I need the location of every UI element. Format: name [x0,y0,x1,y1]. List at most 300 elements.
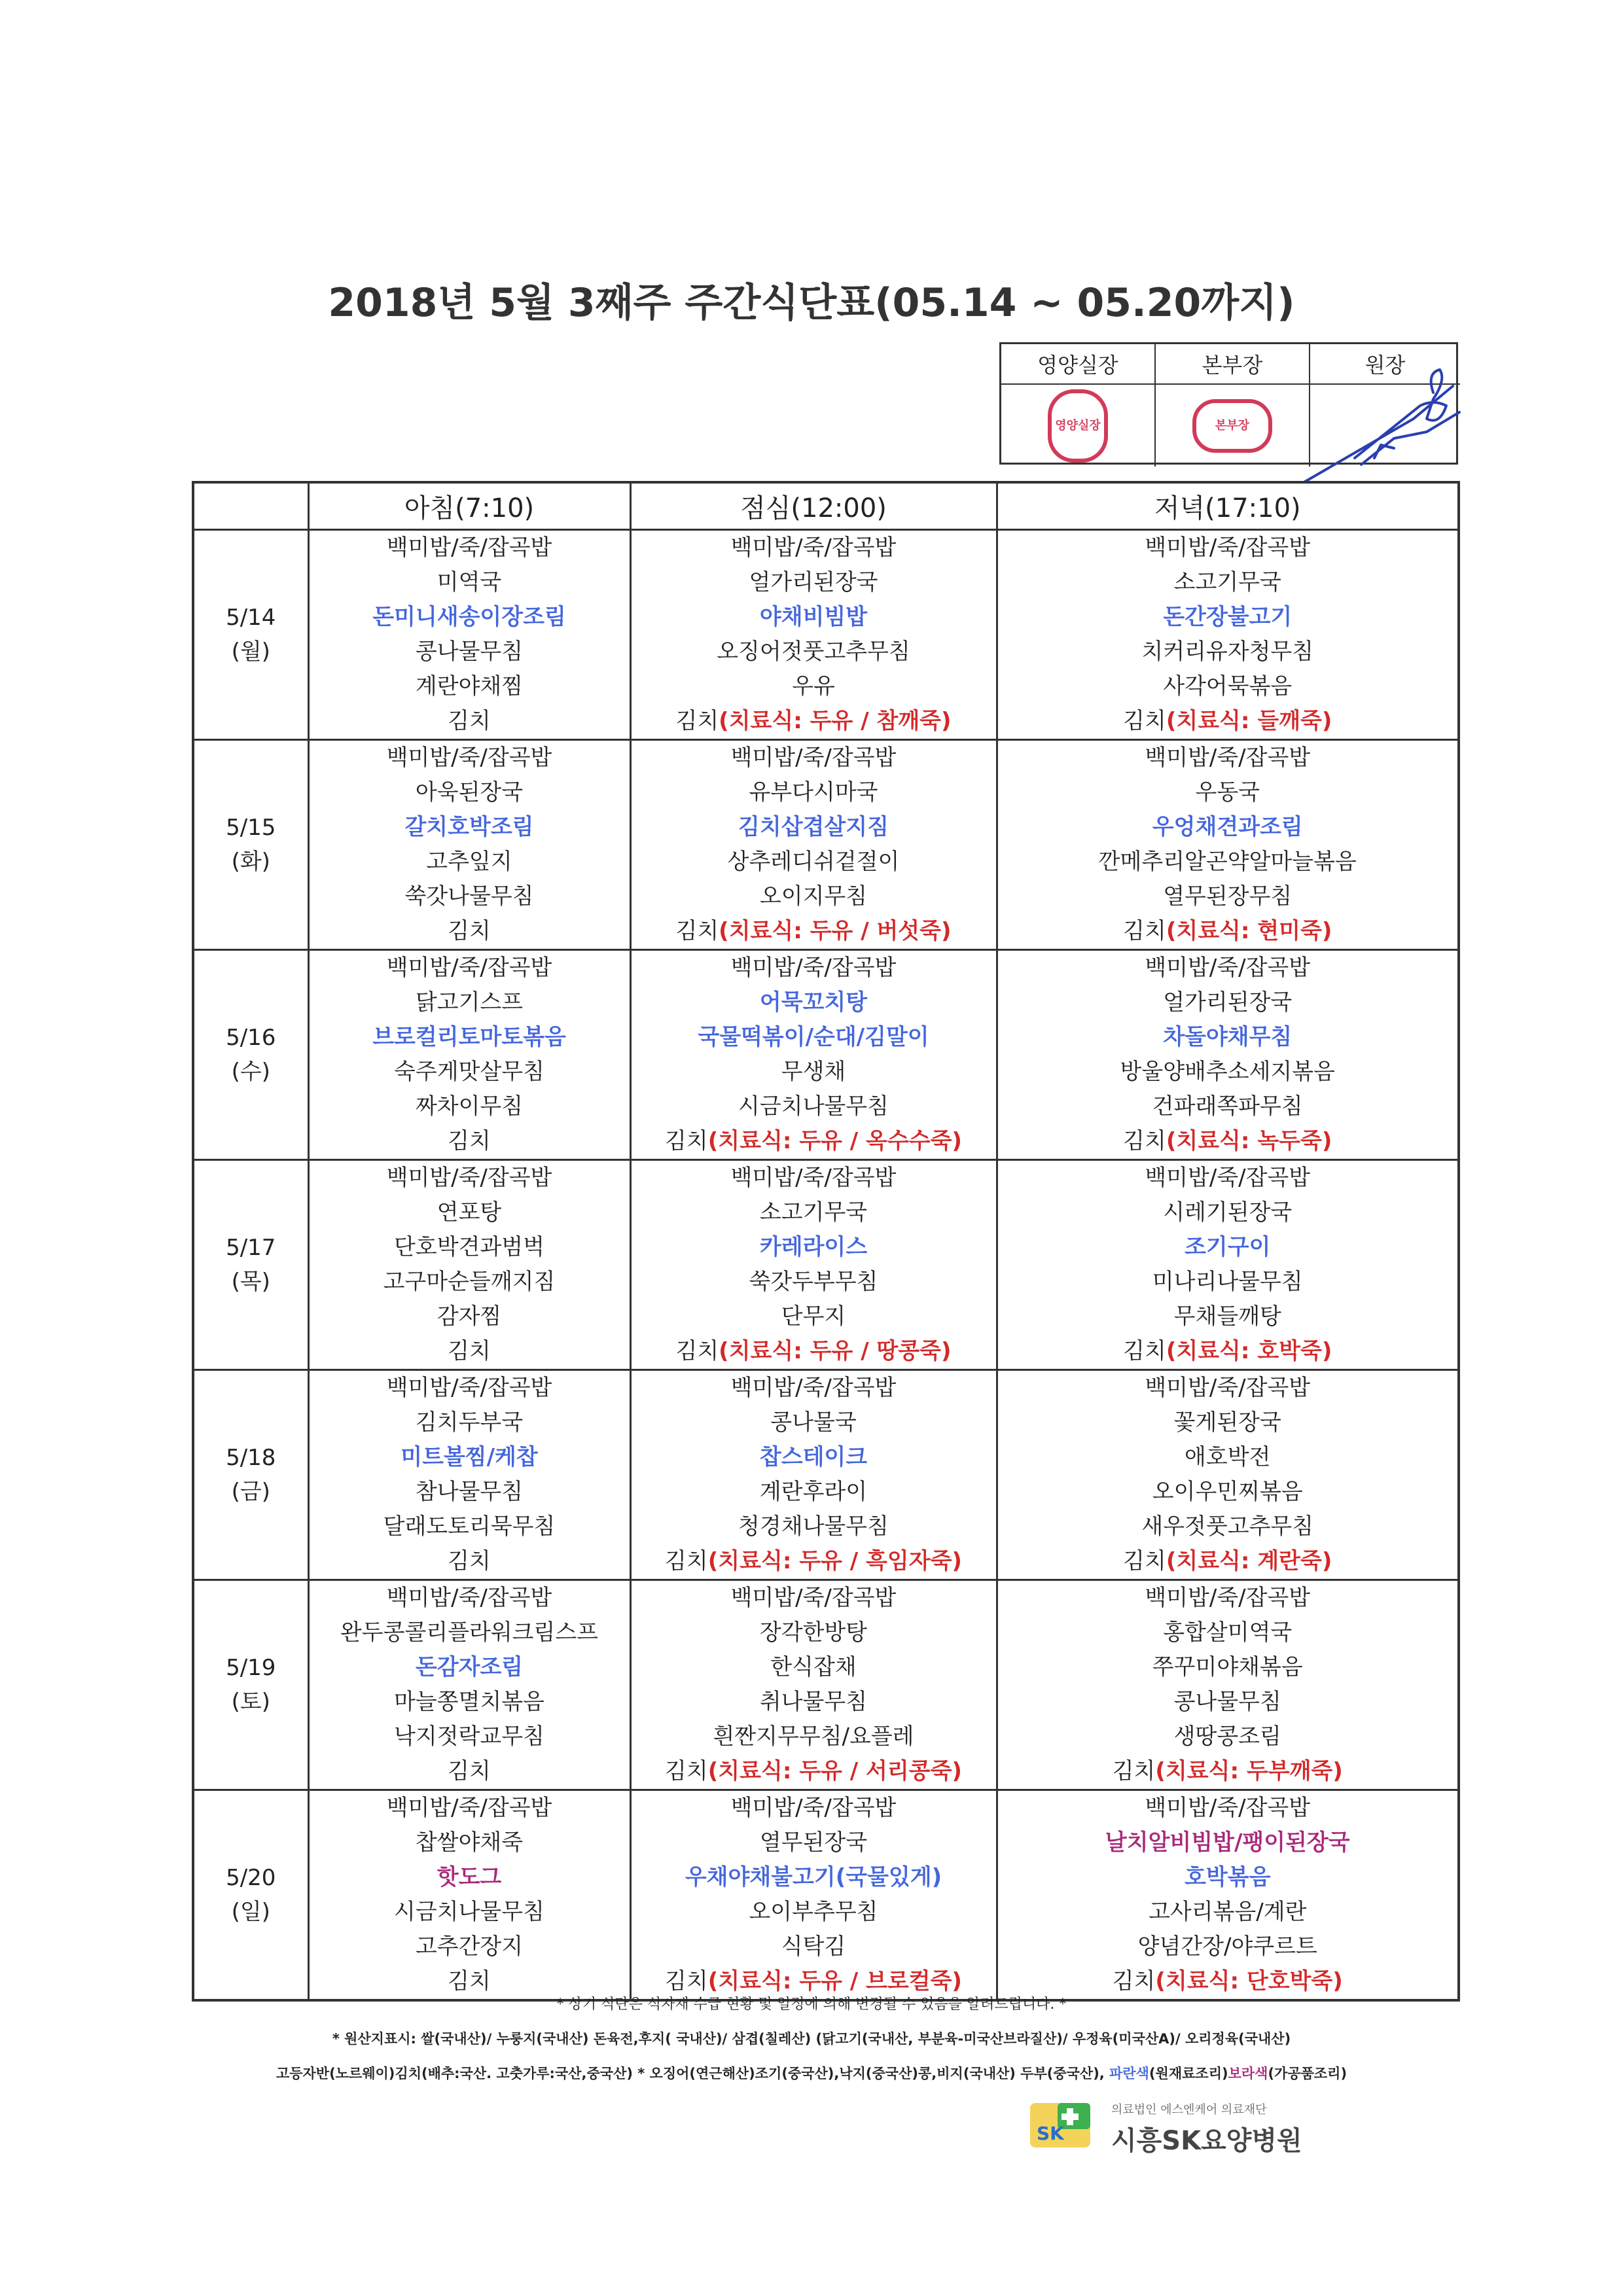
menu-item-name: 백미밥/죽/잡곡밥 [730,1165,897,1191]
menu-item [310,1510,630,1544]
menu-item [998,1860,1458,1895]
seal-stamp-icon: 본부장 [1192,399,1272,453]
menu-item-name: 닭고기스프 [415,989,524,1016]
menu-item [998,1895,1458,1930]
menu-item [998,914,1458,949]
day-cell [193,1160,308,1370]
menu-item [632,985,996,1020]
dinner-cell [997,530,1459,740]
origin-label-line1: * 원산지표시: 쌀(국내산)/ 누룽지(국내산) 돈육전,후지( 국내산)/ 삼겹(칠레산) (닭고기(국내산, 부분육-미국산브라질산)/ 우정육(미국산A)/ 오리정육(국내산) [332,2031,1291,2047]
menu-item-name: 양념간장/야쿠르트 [1137,1934,1317,1960]
menu-item [998,1299,1458,1334]
menu-item-name: 백미밥/죽/잡곡밥 [386,745,552,771]
breakfast-cell [308,1790,630,2001]
menu-item [632,914,996,949]
menu-item-name: 카레라이스 [759,1234,868,1260]
menu-item [998,1195,1458,1230]
therapy-diet-note: (치료식: 녹두죽) [1166,1128,1332,1154]
dinner-cell [997,1790,1459,2001]
menu-item [632,1650,996,1685]
menu-item-name: 김치 [665,1128,708,1154]
menu-item [310,600,630,635]
menu-item-name: 치커리유자청무침 [1141,639,1314,665]
menu-item [632,1334,996,1369]
menu-item-name: 김치 [448,1128,491,1154]
menu-item-name: 고사리볶음/계란 [1149,1899,1307,1925]
dinner-cell [997,1580,1459,1790]
menu-item-name: 꽃게된장국 [1173,1409,1281,1436]
menu-item-name: 낙지젓락교무침 [394,1723,544,1750]
menu-item [998,951,1458,985]
menu-item [998,600,1458,635]
menu-item [998,1230,1458,1265]
menu-item-name: 쭈꾸미야채볶음 [1152,1654,1303,1680]
menu-item [310,1161,630,1195]
menu-item [998,1124,1458,1159]
menu-item [998,1826,1458,1860]
origin-text: 고등자반(노르웨이)김치(배추:국산. 고춧가루:국산,중국산) * 오징어(연근해산)조기(중국산),낙지(중국산)콩,비지(국내산) 두부(중국산), [276,2066,1110,2081]
menu-item-name: 백미밥/죽/잡곡밥 [730,1795,897,1821]
menu-item-name: 김치 [448,708,491,734]
menu-item-name: 유부다시마국 [749,779,878,805]
seal-stamp-icon: 영양실장 [1048,389,1108,463]
menu-item-name: 돈간장불고기 [1163,604,1293,630]
menu-item [632,1124,996,1159]
menu-item-name: 오징어젓풋고추무침 [717,639,910,665]
breakfast-cell [308,1160,630,1370]
menu-item-name: 식탁김 [781,1934,846,1960]
menu-item-name: 조기구이 [1185,1234,1271,1260]
hospital-foundation: 의료법인 에스엔케어 의료재단 [1111,2103,1267,2117]
day-cell [193,1790,308,2001]
menu-item-name: 완두콩콜리플라워크림스프 [340,1619,599,1646]
menu-item-name: 백미밥/죽/잡곡밥 [1145,745,1311,771]
menu-item [310,1089,630,1124]
menu-item [632,775,996,810]
header-lunch: 점심(12:00) [630,482,997,530]
menu-item-name: 차돌야채무침 [1163,1024,1293,1050]
dinner-cell [997,1160,1459,1370]
day-cell [193,950,308,1160]
dinner-cell [997,740,1459,950]
menu-item-name: 김치 [665,1548,708,1574]
lunch-cell [630,1580,997,1790]
menu-item-name: 김치 [1112,1968,1156,1994]
menu-item [632,1161,996,1195]
approval-sign-nutrition [1001,385,1156,467]
menu-item [632,951,996,985]
menu-item [632,635,996,669]
menu-item-name: 김치 [1112,1758,1156,1784]
menu-item [998,1720,1458,1754]
day-date: 5/15 [226,815,276,841]
breakfast-cell [308,1370,630,1580]
change-notice: * 상기 식단은 식자재 수급 현황 및 일정에 의해 변경될 수 있음을 알려드립니다. * [556,1996,1067,2013]
menu-item-name: 김치 [1123,708,1166,734]
therapy-diet-note: (치료식: 들깨죽) [1166,708,1332,734]
menu-item [998,1265,1458,1299]
menu-item-name: 김치 [448,1548,491,1574]
dinner-cell [997,950,1459,1160]
menu-item-name: 김치 [675,918,719,944]
day-date: 5/20 [226,1865,276,1891]
menu-item-name: 사각어묵볶음 [1163,673,1293,699]
menu-item-name: 연포탕 [437,1199,502,1226]
blue-legend-desc: (원재료조리) [1149,2066,1228,2081]
menu-item-name: 마늘쫑멸치볶음 [394,1689,544,1715]
menu-item-name: 고구마순들깨지짐 [383,1269,556,1295]
signature-icon [1263,366,1472,497]
menu-item [310,1754,630,1789]
menu-item [998,704,1458,739]
menu-item-name: 콩나물무침 [415,639,524,665]
menu-item [310,741,630,775]
therapy-diet-note: (치료식: 두유 / 버섯죽) [719,918,952,944]
menu-item [310,1265,630,1299]
day-date: 5/14 [226,605,276,631]
purple-legend-desc: (가공품조리) [1268,2066,1347,2081]
menu-item [310,1720,630,1754]
menu-item-name: 우유 [792,673,835,699]
menu-item [310,565,630,600]
dinner-cell [997,1370,1459,1580]
menu-item [998,985,1458,1020]
table-header-row [193,482,1459,530]
menu-item-name: 찹쌀야채죽 [415,1829,524,1856]
page-title: 2018년 5월 3째주 주간식단표(05.14 ~ 05.20까지) [328,280,1295,326]
menu-item-name: 계란야채찜 [415,673,524,699]
menu-item-name: 김치두부국 [415,1409,524,1436]
menu-item [310,810,630,845]
day-weekday: (일) [231,1899,270,1925]
menu-item [998,775,1458,810]
menu-item-name: 얼가리된장국 [1163,989,1293,1016]
menu-item [998,1581,1458,1616]
therapy-diet-note: (치료식: 두유 / 흑임자죽) [707,1548,962,1574]
menu-item-name: 김치 [1123,1548,1166,1574]
menu-item [310,1895,630,1930]
table-row [193,1370,1459,1580]
day-weekday: (수) [231,1059,270,1085]
menu-item [310,669,630,704]
day-weekday: (목) [231,1269,270,1295]
menu-item [998,1089,1458,1124]
day-cell [193,1580,308,1790]
menu-item [998,1334,1458,1369]
menu-item-name: 백미밥/죽/잡곡밥 [1145,535,1311,561]
menu-item-name: 백미밥/죽/잡곡밥 [386,1795,552,1821]
menu-item-name: 브로컬리토마토볶음 [372,1024,566,1050]
menu-item-name: 쑥갓두부무침 [749,1269,878,1295]
table-row [193,1160,1459,1370]
breakfast-cell [308,950,630,1160]
menu-item [998,1371,1458,1405]
menu-item-name: 쑥갓나물무침 [404,883,534,910]
menu-item [998,1791,1458,1826]
therapy-diet-note: (치료식: 계란죽) [1166,1548,1332,1574]
table-row [193,1790,1459,2001]
menu-item-name: 청경채나물무침 [738,1513,889,1540]
menu-item [632,1754,996,1789]
purple-legend: 보라색 [1228,2066,1268,2081]
menu-item [632,845,996,879]
menu-item-name: 시금치나물무침 [394,1899,544,1925]
menu-item [310,1860,630,1895]
day-cell [193,1370,308,1580]
menu-item-name: 백미밥/죽/잡곡밥 [730,955,897,981]
menu-item-name: 김치 [665,1758,708,1784]
menu-item [632,1195,996,1230]
menu-item-name: 감자찜 [437,1303,502,1330]
menu-item [310,635,630,669]
menu-item-name: 소고기무국 [759,1199,868,1226]
menu-item-name: 돈감자조림 [415,1654,524,1680]
menu-item [632,1475,996,1510]
menu-item-name: 백미밥/죽/잡곡밥 [1145,1375,1311,1401]
menu-item [998,531,1458,565]
therapy-diet-note: (치료식: 두유 / 참깨죽) [719,708,952,734]
menu-item [310,879,630,914]
menu-item [632,1405,996,1440]
menu-item-name: 백미밥/죽/잡곡밥 [1145,955,1311,981]
menu-item [632,1930,996,1964]
menu-item-name: 국물떡볶이/순대/김말이 [698,1024,929,1050]
menu-item [310,775,630,810]
table-row [193,1580,1459,1790]
lunch-cell [630,1160,997,1370]
menu-item-name: 김치삽겹살지짐 [738,814,889,840]
menu-item-name: 야채비빔밥 [759,604,868,630]
menu-item [998,845,1458,879]
lunch-cell [630,530,997,740]
menu-item-name: 장각한방탕 [759,1619,868,1646]
breakfast-cell [308,1580,630,1790]
menu-item-name: 오이우민찌볶음 [1152,1479,1303,1505]
menu-item [632,1826,996,1860]
menu-item [310,1195,630,1230]
menu-item-name: 시금치나물무침 [738,1093,889,1120]
menu-item-name: 김치 [448,918,491,944]
menu-item [998,879,1458,914]
menu-item [998,1616,1458,1650]
menu-item [998,741,1458,775]
lunch-cell [630,1370,997,1580]
menu-item-name: 단무지 [781,1303,846,1330]
menu-item [632,1055,996,1089]
menu-item-name: 얼가리된장국 [749,569,878,595]
menu-item [310,1055,630,1089]
menu-item [632,1791,996,1826]
therapy-diet-note: (치료식: 두부깨죽) [1155,1758,1343,1784]
menu-item [998,1510,1458,1544]
menu-item-name: 건파래쪽파무침 [1152,1093,1303,1120]
menu-item [632,600,996,635]
menu-item [632,810,996,845]
menu-item [632,1230,996,1265]
menu-item [310,845,630,879]
hospital-logo-icon [1027,2099,1093,2151]
menu-item-name: 백미밥/죽/잡곡밥 [386,535,552,561]
menu-item [998,810,1458,845]
menu-item [632,1299,996,1334]
menu-item [632,565,996,600]
menu-item [632,1510,996,1544]
menu-item [998,1440,1458,1475]
day-date: 5/19 [226,1655,276,1681]
menu-item [310,1650,630,1685]
menu-item-name: 김치 [675,1338,719,1364]
menu-item [310,1020,630,1055]
menu-item [632,1020,996,1055]
hospital-name: 시흥SK요양병원 [1111,2126,1302,2156]
menu-item [310,1616,630,1650]
menu-item [632,741,996,775]
menu-item [310,1544,630,1579]
menu-item-name: 백미밥/죽/잡곡밥 [730,1585,897,1611]
therapy-diet-note: (치료식: 단호박죽) [1155,1968,1343,1994]
menu-item-name: 백미밥/죽/잡곡밥 [386,955,552,981]
menu-item [998,1161,1458,1195]
menu-item [310,1826,630,1860]
menu-item [310,985,630,1020]
day-weekday: (월) [231,639,270,665]
header-dinner: 저녁(17:10) [997,482,1459,530]
header-breakfast: 아침(7:10) [308,482,630,530]
menu-item-name: 찹스테이크 [759,1444,868,1470]
menu-item-name: 참나물무침 [415,1479,524,1505]
menu-item [632,1265,996,1299]
therapy-diet-note: (치료식: 현미죽) [1166,918,1332,944]
menu-item-name: 열무된장무침 [1163,883,1293,910]
day-cell [193,530,308,740]
meal-plan-table [192,481,1460,2002]
day-date: 5/17 [226,1235,276,1261]
menu-item-name: 백미밥/죽/잡곡밥 [730,1375,897,1401]
menu-item-name: 숙주게맛살무침 [394,1059,544,1085]
lunch-cell [630,1790,997,2001]
approval-header-chief: 원장 [1310,344,1460,385]
menu-item [632,669,996,704]
menu-item [632,1089,996,1124]
menu-item [310,1791,630,1826]
day-weekday: (금) [231,1479,270,1505]
menu-item-name: 김치 [1123,1338,1166,1364]
menu-item-name: 오이지무침 [759,883,868,910]
table-row [193,950,1459,1160]
menu-item [310,1685,630,1720]
menu-item-name: 김치 [448,1338,491,1364]
breakfast-cell [308,740,630,950]
menu-item-name: 백미밥/죽/잡곡밥 [730,535,897,561]
menu-item [998,1475,1458,1510]
menu-item-name: 김치 [448,1968,491,1994]
menu-item [998,1685,1458,1720]
day-date: 5/16 [226,1025,276,1051]
menu-item-name: 우엉채견과조림 [1152,814,1303,840]
menu-item [310,1124,630,1159]
menu-item-name: 고추잎지 [426,849,512,875]
menu-item-name: 백미밥/죽/잡곡밥 [386,1165,552,1191]
menu-item-name: 미역국 [437,569,502,595]
menu-item-name: 김치 [448,1758,491,1784]
menu-item-name: 소고기무국 [1173,569,1281,595]
menu-item-name: 고추간장지 [415,1934,524,1960]
menu-item-name: 날치알비빔밥/팽이된장국 [1105,1829,1350,1856]
menu-item [310,1440,630,1475]
lunch-cell [630,950,997,1160]
menu-item-name: 콩나물무침 [1173,1689,1281,1715]
menu-item-name: 돈미니새송이장조림 [372,604,566,630]
menu-item-name: 핫도그 [437,1864,502,1890]
menu-item [310,1230,630,1265]
menu-item [632,1860,996,1895]
menu-item [998,1650,1458,1685]
menu-item-name: 무생채 [781,1059,846,1085]
menu-item-name: 열무된장국 [759,1829,868,1856]
menu-item [998,635,1458,669]
menu-item [632,1616,996,1650]
menu-item-name: 오이부추무침 [749,1899,878,1925]
menu-item-name: 백미밥/죽/잡곡밥 [730,745,897,771]
menu-item-name: 우채야채불고기(국물있게) [685,1864,942,1890]
menu-item-name: 애호박전 [1185,1444,1271,1470]
day-weekday: (화) [231,849,270,875]
menu-item [310,951,630,985]
menu-item-name: 짜차이무침 [415,1093,524,1120]
menu-item [632,1440,996,1475]
day-weekday: (토) [231,1689,270,1715]
header-day [193,482,308,530]
menu-item-name: 콩나물국 [770,1409,857,1436]
table-row [193,740,1459,950]
menu-item-name: 방울양배추소세지볶음 [1120,1059,1335,1085]
table-row [193,530,1459,740]
menu-item-name: 시레기된장국 [1163,1199,1293,1226]
blue-legend: 파란색 [1109,2066,1149,2081]
menu-item-name: 홍합살미역국 [1163,1619,1293,1646]
menu-item-name: 백미밥/죽/잡곡밥 [1145,1165,1311,1191]
menu-item-name: 취나물무침 [759,1689,868,1715]
menu-item [632,1371,996,1405]
menu-item-name: 아욱된장국 [415,779,524,805]
menu-item-name: 깐메추리알곤약알마늘볶음 [1098,849,1357,875]
menu-item-name: 단호박견과범벅 [394,1234,544,1260]
menu-item-name: 흰짠지무무침/요플레 [713,1723,914,1750]
hospital-logo-block [1027,2094,1368,2159]
day-cell [193,740,308,950]
menu-item-name: 어묵꼬치탕 [759,989,868,1016]
therapy-diet-note: (치료식: 두유 / 서리콩죽) [707,1758,962,1784]
menu-item-name: 백미밥/죽/잡곡밥 [386,1585,552,1611]
menu-item [632,1685,996,1720]
menu-item [632,1720,996,1754]
menu-item [998,669,1458,704]
menu-item [310,914,630,949]
menu-item [310,704,630,739]
lunch-cell [630,740,997,950]
menu-item-name: 백미밥/죽/잡곡밥 [1145,1795,1311,1821]
menu-item [632,704,996,739]
menu-item-name: 계란후라이 [759,1479,868,1505]
menu-item-name: 한식잡채 [770,1654,857,1680]
menu-item-name: 무채들깨탕 [1173,1303,1281,1330]
therapy-diet-note: (치료식: 두유 / 땅콩죽) [719,1338,952,1364]
menu-item-name: 김치 [675,708,719,734]
menu-item [310,1475,630,1510]
therapy-diet-note: (치료식: 두유 / 옥수수죽) [707,1128,962,1154]
menu-item [310,1930,630,1964]
menu-item [310,531,630,565]
